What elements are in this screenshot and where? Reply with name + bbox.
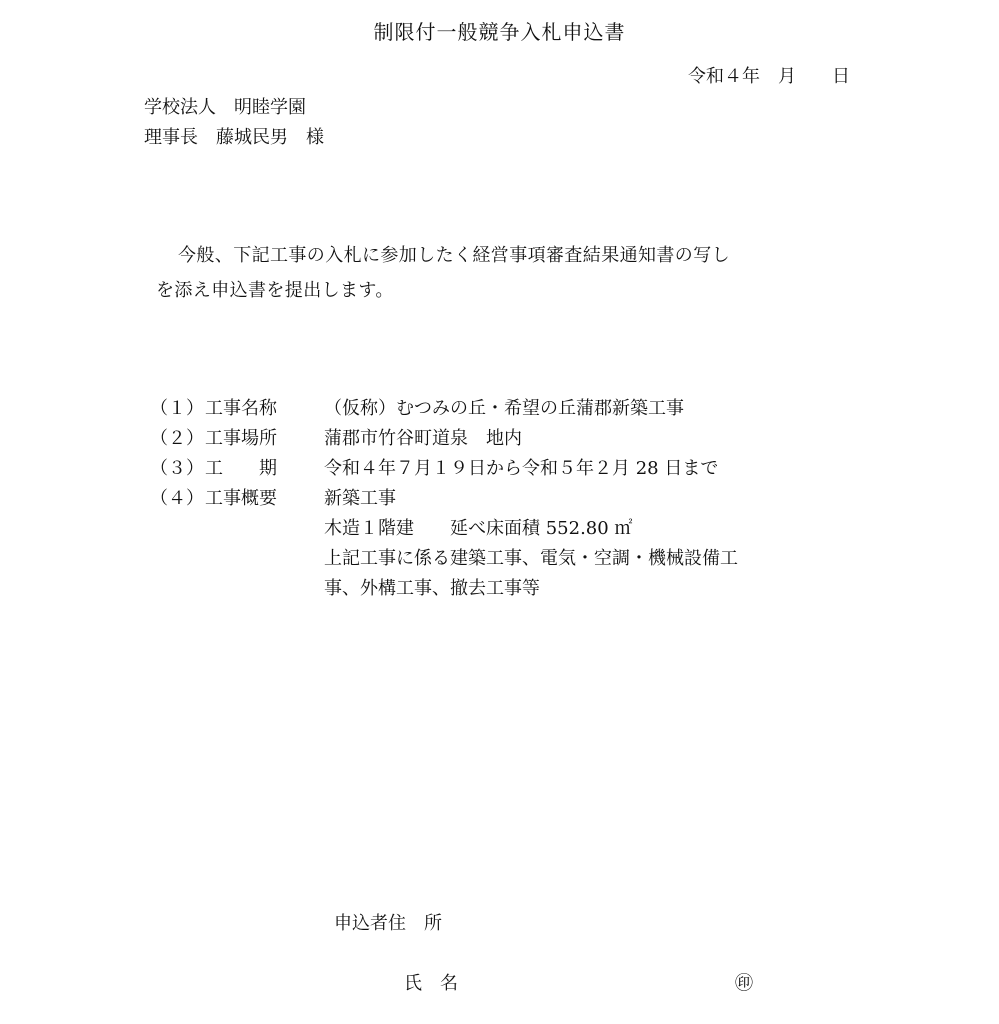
item-number: （４） <box>150 488 204 509</box>
item-value: （仮称）むつみの丘・希望の丘蒲郡新築工事 <box>324 398 684 419</box>
item-label: 工 期 <box>205 458 277 479</box>
summary-line: 木造１階建 延べ床面積 552.80 ㎡ <box>324 518 633 539</box>
applicant-label: 申込者 <box>334 913 388 934</box>
item-number: （２） <box>150 428 204 449</box>
item-label: 工事名称 <box>205 398 277 419</box>
date-line: 令和４年 月 日 <box>688 66 850 87</box>
recipient-name: 理事長 藤城民男 様 <box>144 127 324 148</box>
summary-line: 上記工事に係る建築工事、電気・空調・機械設備工 <box>324 548 738 569</box>
address-label: 住 所 <box>388 913 442 934</box>
document-title: 制限付一般競争入札申込書 <box>373 20 626 44</box>
item-number: （１） <box>150 398 204 419</box>
item-value: 令和４年７月１９日から令和５年２月 28 日まで <box>324 458 719 479</box>
summary-line: 事、外構工事、撤去工事等 <box>324 578 540 599</box>
name-label: 氏 名 <box>404 973 458 994</box>
item-label: 工事場所 <box>205 428 277 449</box>
recipient-organization: 学校法人 明睦学園 <box>144 97 306 118</box>
intro-line-1: 今般、下記工事の入札に参加したく経営事項審査結果通知書の写し <box>178 245 730 266</box>
item-label: 工事概要 <box>205 488 277 509</box>
seal-mark: ㊞ <box>735 973 753 994</box>
item-value: 新築工事 <box>324 488 396 509</box>
item-value: 蒲郡市竹谷町道泉 地内 <box>324 428 522 449</box>
intro-line-2: を添え申込書を提出します。 <box>156 280 394 301</box>
item-number: （３） <box>150 458 204 479</box>
